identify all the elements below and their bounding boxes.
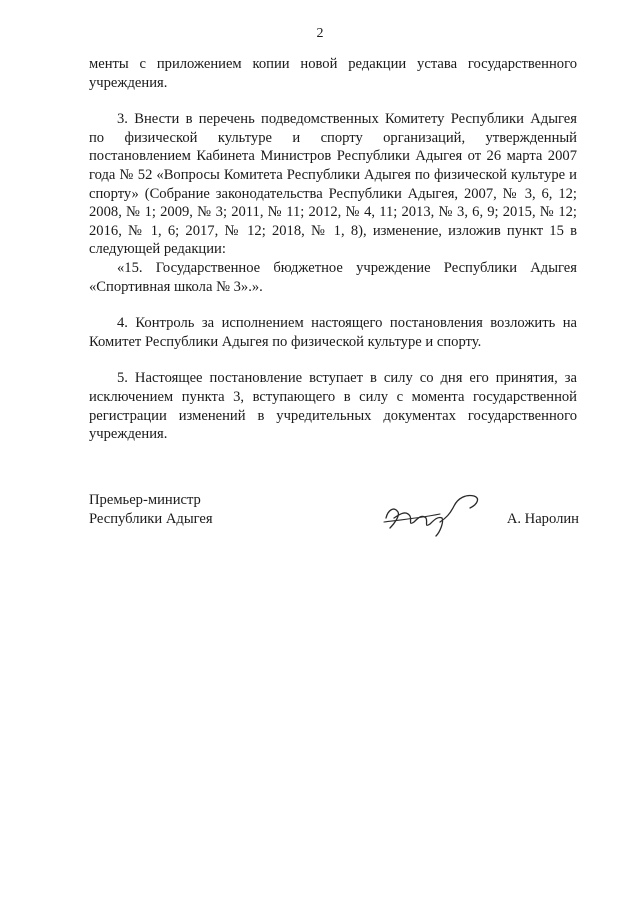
document-body	[89, 55, 577, 444]
handwritten-signature	[380, 488, 490, 538]
paragraph-item-4: 4. Контроль за исполнением настоящего постановления возложить на Комитет Республики Адыгея по физической культуре и спорту.	[89, 315, 577, 350]
signatory-position-line2: Республики Адыгея	[89, 510, 213, 527]
paragraph-item-5: 5. Настоящее постановление вступает в силу со дня его принятия, за исключением пункта 3, вступающего в силу с момента государственной регистрации изменений в учредительных документах государственного учреждения.	[89, 370, 577, 443]
paragraph-item-3: 3. Внести в перечень подведомственных Комитету Республики Адыгея по физической культуре и спорту организаций, утвержденный постановлением Кабинета Министров Республики Адыгея от 26 марта 2007 года № 52 «Вопросы Комитета Республики Адыгея по физической культуре и спорту» (Собрание законодательства Республики Адыгея, 2007, № 3, 6, 12; 2008, № 1; 2009, № 3; 2011, № 11; 2012, № 4, 11; 2013, № 3, 6, 9; 2015, № 12; 2016, № 1, 6; 2017, № 12; 2018, № 1, 8), изменение, изложив пункт 15 в следующей редакции:	[89, 111, 577, 258]
paragraph-continuation: менты с приложением копии новой редакции устава государственного учреждения.	[89, 56, 577, 91]
signatory-name: А. Наролин	[506, 511, 579, 527]
signatory-position	[89, 491, 213, 528]
paragraph-item-15-text: «15. Государственное бюджетное учреждение Республики Адыгея «Спортивная школа № 3».».	[89, 259, 577, 295]
page-number: 2	[316, 26, 324, 41]
signatory-position-line1: Премьер-министр	[89, 492, 201, 508]
